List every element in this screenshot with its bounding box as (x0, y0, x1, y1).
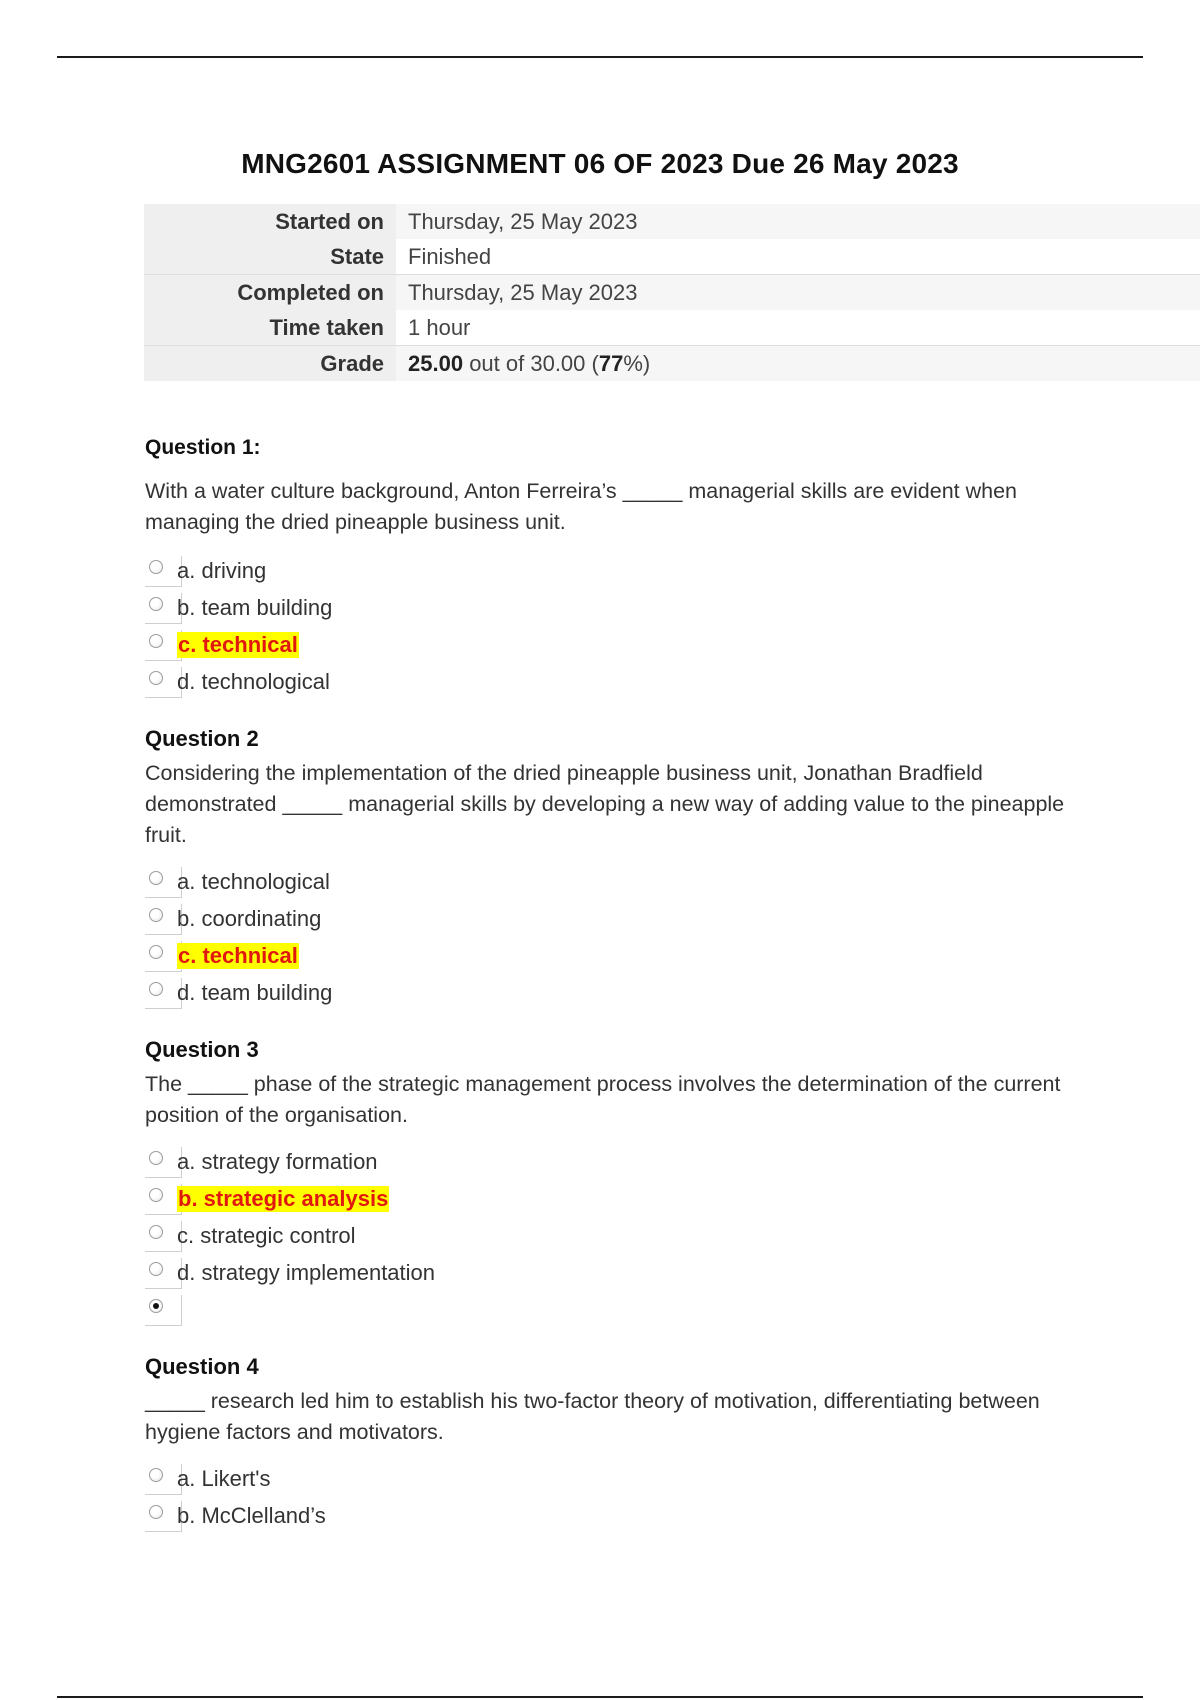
summary-row-grade (144, 346, 1200, 382)
question-text: The _____ phase of the strategic management process involves the determination of the current position of the organisation. (145, 1072, 1061, 1127)
question-block (145, 726, 1065, 1011)
answer-option-correct[interactable] (145, 937, 1065, 974)
answer-option[interactable] (145, 1460, 1065, 1497)
radio-button[interactable] (149, 1505, 163, 1519)
option-label: a. technological (177, 868, 330, 894)
question-block (145, 1037, 1065, 1328)
radio-button[interactable] (149, 871, 163, 885)
question-block (145, 1354, 1065, 1534)
answer-option[interactable] (145, 1254, 1065, 1291)
radio-button[interactable] (149, 560, 163, 574)
option-label: d. team building (177, 979, 333, 1005)
radio-button[interactable] (149, 597, 163, 611)
option-label: d. strategy implementation (177, 1259, 436, 1285)
radio-button[interactable] (149, 1151, 163, 1165)
option-label: a. Likert's (177, 1465, 271, 1491)
summary-label: Time taken (144, 310, 396, 346)
radio-button[interactable] (149, 1468, 163, 1482)
option-label-highlighted: b. strategic analysis (178, 1185, 389, 1211)
question-title: Question 4 (145, 1354, 259, 1379)
answer-option-correct[interactable] (145, 626, 1065, 663)
selected-radio-option[interactable] (145, 1291, 185, 1328)
grade-out-of: out of 30.00 ( (469, 350, 599, 376)
summary-row-started-on (144, 204, 1200, 239)
grade-percent: 77 (598, 350, 624, 376)
radio-button[interactable] (149, 908, 163, 922)
question-block (145, 436, 1065, 700)
question-text: Considering the implementation of the dried pineapple business unit, Jonathan Bradfield demonstrated _____ managerial skills by developing a new way of adding value to the pineapple fruit. (145, 761, 1065, 847)
option-label: a. strategy formation (177, 1148, 378, 1174)
answer-option[interactable] (145, 974, 1065, 1011)
question-text: With a water culture background, Anton Ferreira’s _____ managerial skills are evident when managing the dried pineapple business unit. (145, 479, 1018, 534)
grade-value (396, 346, 1200, 382)
grade-score: 25.00 (408, 350, 464, 376)
answer-option[interactable] (145, 552, 1065, 589)
answer-option-correct[interactable] (145, 1180, 1065, 1217)
radio-button[interactable] (149, 1188, 163, 1202)
attempt-summary-table (144, 204, 1200, 381)
summary-label: Grade (144, 346, 396, 382)
radio-button[interactable] (149, 945, 163, 959)
summary-value: 1 hour (408, 314, 471, 340)
document-title: MNG2601 ASSIGNMENT 06 OF 2023 Due 26 May 2023 (241, 148, 959, 179)
summary-label: State (144, 239, 396, 275)
question-text: _____ research led him to establish his two-factor theory of motivation, differentiating between hygiene factors and motivators. (145, 1389, 1040, 1444)
answer-option[interactable] (145, 1497, 1065, 1534)
summary-value: Finished (408, 243, 492, 269)
question-title: Question 2 (145, 726, 259, 751)
answer-option[interactable] (145, 1143, 1065, 1180)
option-label: c. strategic control (177, 1222, 356, 1248)
radio-button[interactable] (149, 1225, 163, 1239)
radio-button[interactable] (149, 634, 163, 648)
question-title: Question 3 (145, 1037, 259, 1062)
summary-label: Started on (144, 204, 396, 239)
bottom-rule (57, 1696, 1143, 1698)
answer-option[interactable] (145, 663, 1065, 700)
grade-percent-suffix: %) (623, 350, 651, 376)
option-label-highlighted: c. technical (178, 631, 298, 657)
option-label-highlighted: c. technical (178, 942, 298, 968)
option-label: a. driving (177, 557, 267, 583)
option-label: b. team building (177, 594, 333, 620)
radio-button-selected[interactable] (149, 1299, 163, 1313)
summary-row-state (144, 239, 1200, 275)
top-rule (57, 56, 1143, 58)
summary-value: Thursday, 25 May 2023 (396, 275, 1200, 311)
answer-option[interactable] (145, 863, 1065, 900)
answer-option[interactable] (145, 589, 1065, 626)
summary-label: Completed on (144, 275, 396, 311)
question-title: Question 1: (145, 436, 261, 459)
answer-option[interactable] (145, 1217, 1065, 1254)
summary-value: Thursday, 25 May 2023 (396, 204, 1200, 239)
radio-button[interactable] (149, 1262, 163, 1276)
questions-content (145, 436, 1065, 1560)
summary-row-time-taken (144, 310, 1200, 346)
option-label: b. McClelland’s (177, 1502, 326, 1528)
radio-button[interactable] (149, 982, 163, 996)
answer-option[interactable] (145, 900, 1065, 937)
option-label: b. coordinating (177, 905, 322, 931)
summary-row-completed-on (144, 275, 1200, 311)
option-label: d. technological (177, 668, 330, 694)
radio-button[interactable] (149, 671, 163, 685)
